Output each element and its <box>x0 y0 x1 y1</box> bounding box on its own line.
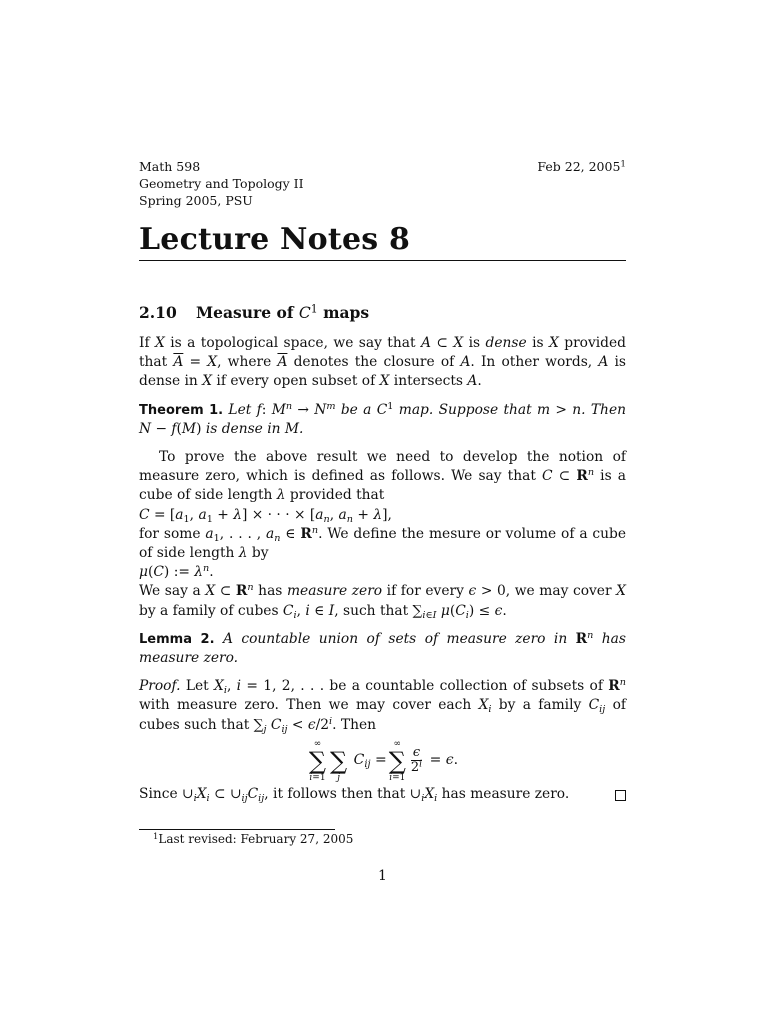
page-title: Lecture Notes 8 <box>139 222 411 257</box>
course-name: Math 598 <box>139 159 201 174</box>
paragraph-measure-zero-definition: We say a X ⊂ $R^n$ has measure zero if for every ϵ > 0, we may cover X by a family of cubes $C_i$, i ∈ I, such that $\sum_{i\in I}$ $\mu(C_i) \le \epsilon$. <box>139 582 626 621</box>
proof: Proof. Let $X_i$, i = 1, 2, . . . be a countable collection of subsets of $R^n$ with measure zero. Then we may cover each $X_i$ by a family $C_{ij}$ of cubes such that $\sum_j$ $C_{ij} < \epsilon/2^i$. Then <box>139 677 626 735</box>
footnote: $^1$Last revised: February 27, 2005 <box>153 830 354 846</box>
theorem-1: Theorem 1. Let f: $M^n \to N^m$ be a $C^1$ map. Suppose that m > n. Then N − f(M) is dense in M. <box>139 400 626 437</box>
course-term: Spring 2005, PSU <box>139 193 253 208</box>
proof-conclusion: Since $\cup_iX_i$ ⊂ $\cup_{ij}C_{ij}$, it follows then that $\cup_iX_i$ has measure zero. <box>139 785 626 804</box>
date-footnote-mark: 1 <box>620 159 626 170</box>
lecture-date: Feb 22, 2005$^1$ <box>537 159 626 174</box>
paragraph-dense-definition: If X is a topological space, we say that A ⊂ X is dense is X provided that $\overline{A} = X$, where $\overline{A}$ denotes the closure of A. In other words, A is dense in X if every open subset of X intersects A. <box>139 335 627 390</box>
equation-sum: ∞ ∑ i=1 ∑ j $C_{ij}$ = ∞ ∑ i=1 $\frac{\epsilon}{2^i}$ = ϵ . <box>308 738 459 783</box>
title-rule <box>139 260 626 261</box>
footnote-rule <box>139 829 335 830</box>
paragraph-measure-zero: To prove the above result we need to develop the notion of measure zero, which is defined as follows. We say that C ⊂ $R^n$ is a cube of side length λ provided that <box>139 449 626 504</box>
header-block <box>139 158 626 209</box>
course-subject: Geometry and Topology II <box>139 176 304 191</box>
document-page <box>139 0 626 1024</box>
equation-volume: μ(C) := $\lambda^n$. <box>139 563 214 581</box>
lemma-2: Lemma 2. A countable union of sets of measure zero in $R^n$ has measure zero. <box>139 630 626 667</box>
paragraph-volume: for some $a_1$, . . . , $a_n$ ∈ $R^n$. We define the mesure or volume of a cube of side length λ by <box>139 525 627 562</box>
body-text <box>139 334 626 804</box>
page-number: 1 <box>378 868 387 884</box>
qed-square-icon <box>615 790 626 801</box>
section-number: 2.10 <box>139 303 177 322</box>
section-heading: 2.10 Measure of $C^1$ maps <box>139 302 370 322</box>
equation-cube: $C = [a_1$, $a_1 + \lambda$] × · · · × [$a_n$, $a_n + \lambda$], <box>139 506 392 525</box>
